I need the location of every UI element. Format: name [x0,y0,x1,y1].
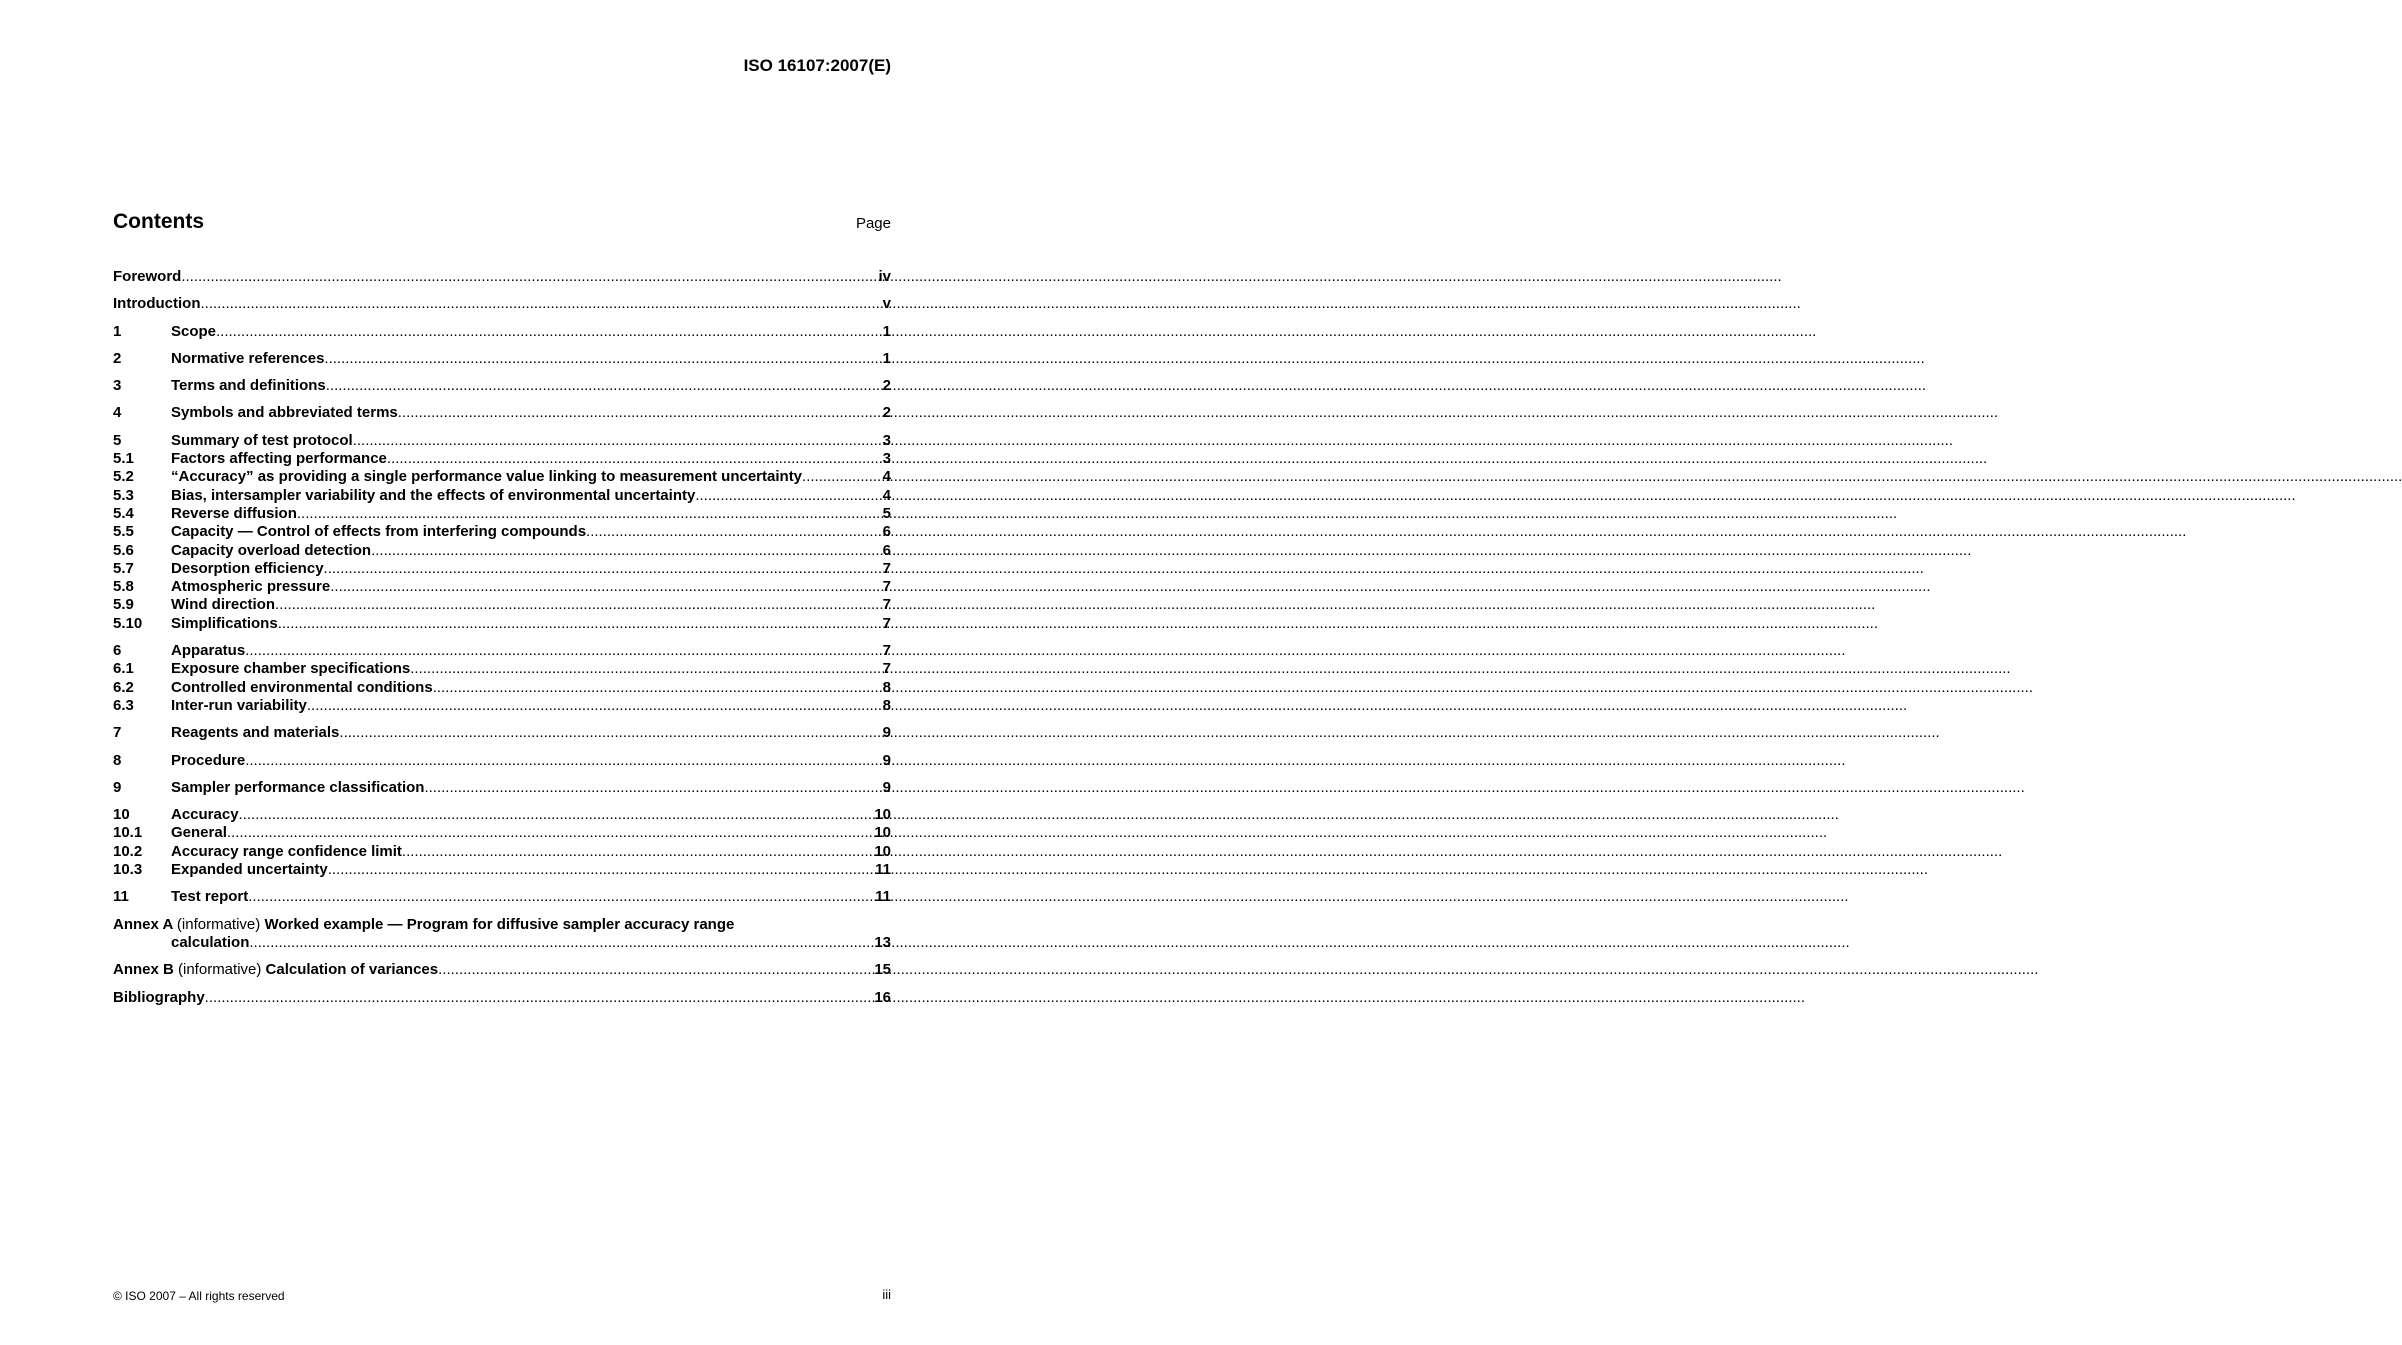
toc-entry[interactable] [113,295,891,313]
table-of-contents [113,268,891,1016]
toc-entry[interactable] [113,323,891,341]
toc-entry[interactable] [113,779,891,797]
toc-entry-title: Apparatus [171,642,246,660]
annex-b-heading [113,961,438,979]
toc-entry[interactable] [113,487,891,505]
toc-entry-page: 11 [875,861,891,879]
toc-leader-dots [248,888,874,906]
toc-entry-number: 10.2 [113,842,143,860]
toc-entry[interactable] [113,806,891,824]
toc-leader-dots [387,450,882,468]
toc-leader-dots [402,843,873,861]
toc-entry-title: Capacity — Control of effects from interfering compounds [171,523,587,541]
toc-entry-title: Reverse diffusion [171,504,297,522]
annex-b-label: Annex B [113,961,174,979]
toc-entry-page: 2 [882,377,891,395]
toc-entry-title: Simplifications [171,614,278,632]
toc-leader-dots [297,505,882,523]
contents-title: Contents [113,210,204,233]
toc-entry-title: Accuracy range confidence limit [171,842,402,860]
toc-entry[interactable] [113,578,891,596]
toc-entry-number: 5.1 [113,450,134,468]
toc-entry-page: 9 [882,751,891,769]
toc-entry-title: Sampler performance classification [171,778,425,796]
toc-entry[interactable] [113,697,891,715]
toc-leader-dots [324,560,882,578]
toc-leader-dots [324,350,881,368]
toc-leader-dots [433,679,882,697]
toc-entry-title: “Accuracy” as providing a single performance value linking to measurement uncertainty [171,468,803,486]
annex-a-info: (informative) [176,915,261,933]
toc-entry-title: Exposure chamber specifications [171,660,411,678]
toc-leader-dots [249,934,873,952]
toc-entry[interactable] [113,450,891,468]
toc-entry-title: Foreword [113,268,182,285]
toc-entry[interactable] [113,861,891,879]
toc-entry-number: 1 [113,322,122,340]
toc-leader-dots [371,542,882,560]
toc-entry-page: 4 [882,468,891,486]
toc-entry-title: Inter-run variability [171,696,307,714]
toc-entry-page: 8 [882,696,891,714]
annex-a-page: 13 [874,933,891,951]
toc-entry-title: Atmospheric pressure [171,578,331,596]
toc-leader-dots [200,295,881,313]
toc-entry-page: 10 [874,806,891,824]
toc-group [113,806,891,879]
toc-entry[interactable] [113,596,891,614]
toc-entry-number: 9 [113,778,122,796]
toc-entry-title: Controlled environmental conditions [171,678,433,696]
toc-entry[interactable] [113,542,891,560]
toc-leader-dots [328,861,874,879]
toc-entry-page: 9 [882,778,891,796]
footer-copyright: © ISO 2007 – All rights reserved [113,1289,285,1303]
toc-entry-title: Scope [171,322,217,340]
toc-entry[interactable] [113,642,891,660]
toc-entry[interactable] [113,432,891,450]
annex-a-label: Annex A [113,915,173,933]
toc-entry-number: 10.3 [113,861,143,879]
toc-entry-page: 2 [882,404,891,422]
toc-leader-dots [245,642,881,660]
toc-entry-title: Desorption efficiency [171,559,324,577]
toc-entry-title: Normative references [171,349,325,367]
toc-entry-page: 9 [882,724,891,742]
toc-entry-page: 7 [882,596,891,614]
toc-entry-title: Introduction [113,295,201,313]
toc-entry-number: 5.7 [113,559,134,577]
toc-entry-number: 7 [113,724,122,742]
annex-b-info: (informative) [178,961,262,979]
toc-leader-dots [239,806,874,824]
toc-entry-title: Accuracy [171,806,239,824]
toc-entry-number: 6.1 [113,660,134,678]
toc-entry-page: 6 [882,523,891,541]
toc-leader-dots [802,468,882,486]
toc-group [113,350,891,368]
toc-group [113,779,891,797]
toc-entry-page: 3 [882,431,891,449]
toc-leader-dots [326,377,882,395]
bibliography-page: 16 [874,988,891,1006]
toc-entry-page: 5 [882,504,891,522]
toc-entry[interactable] [113,724,891,742]
toc-entry-number: 5.9 [113,596,134,614]
toc-entry-number: 6 [113,642,122,660]
toc-leader-dots [275,596,882,614]
toc-leader-dots [586,523,882,541]
toc-entry[interactable] [113,615,891,633]
toc-entry-title: Bias, intersampler variability and the effects of environmental uncertainty [171,486,696,504]
toc-entry-number: 4 [113,404,122,422]
toc-entry-number: 3 [113,377,122,395]
toc-group [113,724,891,742]
toc-group [113,295,891,313]
toc-entry[interactable] [113,268,891,286]
toc-entry-title: Terms and definitions [171,377,326,395]
toc-entry-number: 5.3 [113,486,134,504]
toc-entry-title: Factors affecting performance [171,450,387,468]
toc-annex-a[interactable] [113,916,891,953]
toc-entry[interactable] [113,377,891,395]
toc-entry-page: 8 [882,678,891,696]
toc-entry-number: 5.10 [113,614,143,632]
toc-entry-number: 10 [113,806,130,824]
toc-entry-page: 1 [882,322,891,340]
toc-entry-page: 7 [882,614,891,632]
toc-group [113,642,891,715]
annex-a-title-line1: Worked example — Program for diffusive sampler accuracy range [264,915,735,933]
toc-entry-title: Reagents and materials [171,724,340,742]
toc-entry-page: 10 [874,824,891,842]
toc-entry-page: 7 [882,642,891,660]
toc-entry-page: iv [878,268,891,285]
toc-entry-page: 7 [882,578,891,596]
bibliography-row [113,989,891,1007]
toc-entry[interactable] [113,523,891,541]
toc-group [113,404,891,422]
toc-entry[interactable] [113,679,891,697]
page-column-label: Page [855,215,891,232]
toc-group [113,323,891,341]
toc-groups [113,268,891,907]
toc-entry-number: 5.4 [113,504,134,522]
toc-leader-dots [438,961,873,979]
toc-entry[interactable] [113,752,891,770]
toc-leader-dots [398,404,882,422]
toc-leader-dots [278,615,882,633]
toc-entry-number: 10.1 [113,824,143,842]
annex-a-continuation [113,934,891,952]
toc-entry-page: 11 [875,888,891,906]
toc-entry-title: General [171,824,227,842]
toc-entry-title: Capacity overload detection [171,541,372,559]
toc-group [113,268,891,286]
toc-entry-title: Summary of test protocol [171,431,353,449]
toc-leader-dots [353,432,882,450]
toc-group [113,888,891,906]
toc-entry[interactable] [113,843,891,861]
toc-leader-dots [227,824,873,842]
toc-entry-title: Wind direction [171,596,276,614]
toc-entry[interactable] [113,888,891,906]
annex-a-heading [113,916,891,934]
toc-leader-dots [307,697,882,715]
toc-group [113,377,891,395]
toc-entry-title: Symbols and abbreviated terms [171,404,398,422]
toc-entry[interactable] [113,560,891,578]
toc-entry[interactable] [113,350,891,368]
toc-entry-page: 6 [882,541,891,559]
toc-entry-title: Test report [171,888,249,906]
toc-entry-number: 5.8 [113,578,134,596]
toc-entry[interactable] [113,505,891,523]
annex-a-title-line2: calculation [171,933,250,951]
toc-entry-title: Procedure [171,751,246,769]
toc-leader-dots [424,779,881,797]
toc-annex-b[interactable] [113,961,891,979]
toc-entry-page: 7 [882,660,891,678]
toc-entry-number: 5 [113,431,122,449]
toc-leader-dots [695,487,881,505]
toc-leader-dots [410,660,881,678]
toc-leader-dots [181,268,877,286]
toc-entry-page: 1 [882,349,891,367]
toc-entry-number: 8 [113,751,122,769]
annex-b-page: 15 [874,961,891,979]
toc-entry[interactable] [113,660,891,678]
toc-leader-dots [205,989,874,1007]
footer-page-number: iii [882,1287,891,1302]
toc-entry-title: Expanded uncertainty [171,861,328,879]
toc-group [113,752,891,770]
toc-leader-dots [216,323,882,341]
toc-leader-dots [339,724,881,742]
annex-b-title: Calculation of variances [265,961,439,979]
toc-entry-page: v [882,295,891,313]
toc-entry-page: 10 [874,842,891,860]
toc-entry-number: 11 [113,888,129,906]
toc-entry-number: 5.2 [113,468,134,486]
toc-entry[interactable] [113,468,891,486]
document-id: ISO 16107:2007(E) [743,56,891,75]
toc-entry-number: 6.3 [113,696,134,714]
toc-entry-number: 2 [113,349,122,367]
toc-entry-number: 5.5 [113,523,134,541]
toc-entry-number: 6.2 [113,678,134,696]
toc-entry-number: 5.6 [113,541,134,559]
toc-entry-page: 3 [882,450,891,468]
toc-leader-dots [245,752,881,770]
toc-bibliography[interactable] [113,989,891,1007]
bibliography-title: Bibliography [113,988,205,1006]
toc-entry[interactable] [113,824,891,842]
toc-entry[interactable] [113,404,891,422]
toc-entry-page: 4 [882,486,891,504]
toc-entry-page: 7 [882,559,891,577]
toc-group [113,432,891,633]
toc-leader-dots [330,578,881,596]
annex-b-row [113,961,891,979]
